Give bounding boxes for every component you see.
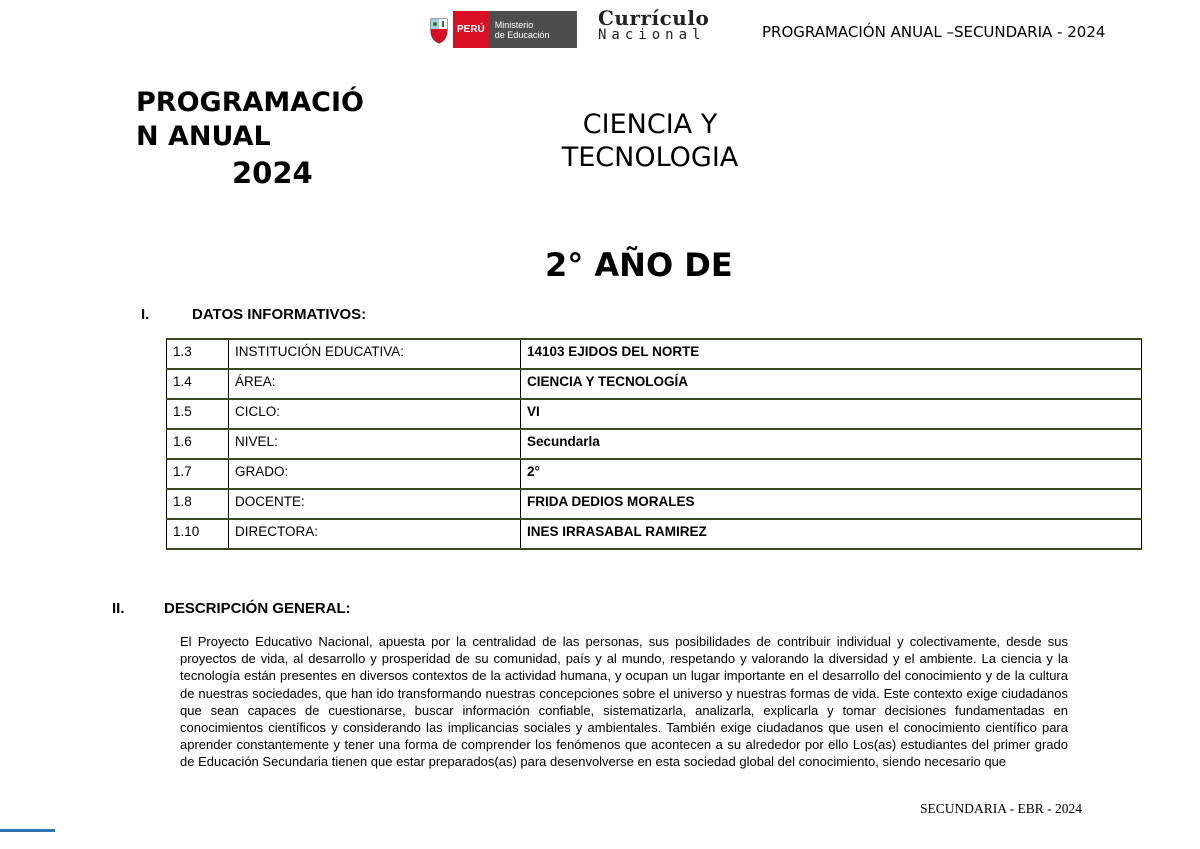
row-number: 1.4 (167, 369, 229, 399)
ministerio-line1: Ministerio (494, 19, 534, 30)
row-label: CICLO: (229, 399, 521, 429)
row-value: 2° (521, 459, 1142, 489)
peru-coat-of-arms-icon (425, 11, 453, 48)
row-label: GRADO: (229, 459, 521, 489)
table-row (167, 399, 1142, 429)
program-title (136, 86, 426, 154)
ministerio-line2: de Educación (494, 29, 550, 40)
footer-accent-line (0, 829, 55, 832)
info-table (166, 338, 1142, 550)
grade-title: 2° AÑO DE (545, 246, 733, 284)
ministerio-label (489, 20, 550, 40)
program-title-line1: PROGRAMACIÓ (136, 87, 364, 118)
section1-title: DATOS INFORMATIVOS: (192, 306, 367, 323)
section1-number: I. (141, 306, 150, 323)
minedu-logo (425, 11, 577, 48)
row-number: 1.7 (167, 459, 229, 489)
area-title-line2: TECNOLOGIA (561, 142, 739, 173)
page-footer: SECUNDARIA - EBR - 2024 (920, 801, 1083, 816)
header-program-label: PROGRAMACIÓN ANUAL –SECUNDARIA - 2024 (762, 23, 1106, 41)
row-number: 1.5 (167, 399, 229, 429)
section2-number: II. (112, 600, 125, 617)
row-label: INSTITUCIÓN EDUCATIVA: (229, 339, 521, 369)
description-paragraph: El Proyecto Educativo Nacional, apuesta por la centralidad de las personas, sus posibilidades de contribuir individual y colectivamente, desde sus proyectos de vida, al desarrollo y prosperidad de su comunidad, país y al mundo, respetando y valorando la diversidad y el ambiente. La ciencia y la tecnología están presentes en diversos contextos de la actividad humana, y ocupan un lugar importante en el desarrollo del conocimiento y de la cultura de nuestras sociedades, que han ido transformando nuestras concepciones sobre el universo y nuestras formas de vida. Este contexto exige ciudadanos que sean capaces de cuestionarse, buscar información confiable, sistematizarla, analizarla, explicarla y tomar decisiones fundamentadas en conocimientos científicos y considerando las implicancias sociales y ambientales. También exige ciudadanos que usen el conocimiento científico para aprender constantemente y tener una forma de comprender los fenómenos que acontecen a su alrededor por ello Los(as) estudiantes del primer grado de Educación Secundaria tienen que estar preparados(as) para desenvolverse en esta sociedad global del conocimiento, siendo necesario que (180, 634, 1068, 770)
row-value: CIENCIA Y TECNOLOGÍA (521, 369, 1142, 399)
curriculo-subtitle: Nacional (598, 27, 706, 43)
area-title-line1: CIENCIA Y (582, 109, 718, 140)
row-number: 1.6 (167, 429, 229, 459)
peru-badge: PERÚ (453, 11, 489, 48)
area-title (540, 108, 760, 174)
row-label: NIVEL: (229, 429, 521, 459)
section2-title: DESCRIPCIÓN GENERAL: (164, 600, 351, 617)
row-value: FRIDA DEDIOS MORALES (521, 489, 1142, 519)
row-label: ÁREA: (229, 369, 521, 399)
curriculo-title: Currículo (598, 6, 710, 30)
table-row (167, 339, 1142, 369)
row-value: 14103 EJIDOS DEL NORTE (521, 339, 1142, 369)
table-row (167, 429, 1142, 459)
row-value: VI (521, 399, 1142, 429)
row-label: DIRECTORA: (229, 519, 521, 549)
program-title-line2: N ANUAL (136, 121, 271, 152)
row-value: Secundarla (521, 429, 1142, 459)
row-label: DOCENTE: (229, 489, 521, 519)
table-row (167, 369, 1142, 399)
row-number: 1.10 (167, 519, 229, 549)
row-value: INES IRRASABAL RAMIREZ (521, 519, 1142, 549)
table-row (167, 489, 1142, 519)
table-row (167, 519, 1142, 549)
table-row (167, 459, 1142, 489)
row-number: 1.3 (167, 339, 229, 369)
program-year: 2024 (232, 156, 313, 190)
row-number: 1.8 (167, 489, 229, 519)
